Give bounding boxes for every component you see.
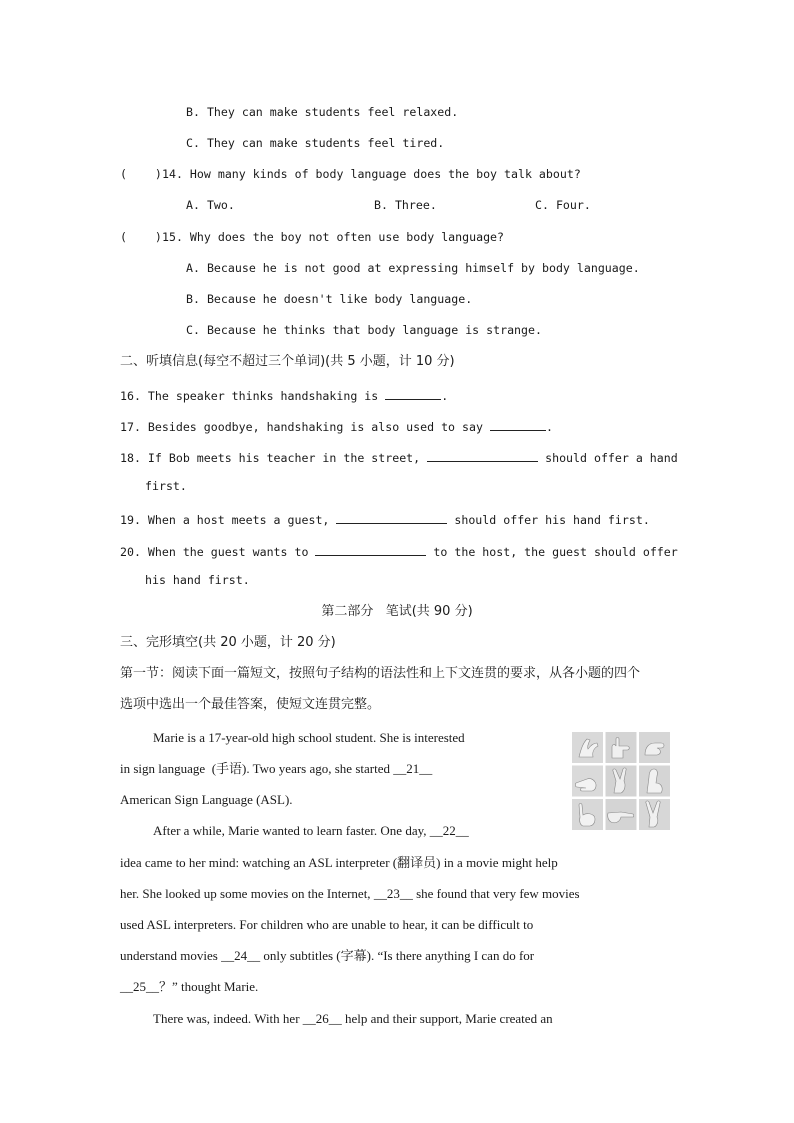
q14-answer-bracket[interactable]: ( )	[120, 167, 162, 181]
q18-blank[interactable]	[427, 450, 538, 462]
passage-line-6	[120, 887, 580, 900]
q18	[120, 450, 678, 465]
passage-line-8	[120, 949, 534, 962]
q20-blank[interactable]	[315, 544, 426, 556]
passage-line-7: used ASL interpreters. For children who are unable to hear, it can be difficult to	[120, 917, 534, 932]
blank-24[interactable]: __24__	[221, 948, 261, 963]
passage-line-1: Marie is a 17-year-old high school student. She is interested	[153, 730, 465, 745]
passage-line-10-text-a: There was, indeed. With her	[153, 1011, 303, 1026]
q20	[120, 544, 678, 559]
passage-line-6-text-a: her. She looked up some movies on the Internet,	[120, 886, 374, 901]
q16-text-after: .	[441, 389, 449, 403]
hand-sign-4	[572, 766, 603, 797]
q17-text-after: .	[545, 420, 553, 434]
q15-answer-bracket[interactable]: ( )	[120, 230, 162, 244]
section3-title: 三、完形填空(共 20 小题，计 20 分)	[120, 635, 336, 650]
passage-line-3: American Sign Language (ASL).	[120, 792, 293, 807]
q14-question: 14. How many kinds of body language does the boy talk about?	[162, 167, 581, 181]
passage-line-2	[120, 762, 432, 775]
passage-line-2-text: in sign language (手语). Two years ago, she started	[120, 761, 394, 776]
part2-title: 第二部分 笔试(共 90 分)	[321, 604, 473, 619]
q14-option-b: B. Three.	[374, 198, 437, 212]
hand-sign-3	[639, 732, 670, 763]
q16-text-before: 16. The speaker thinks handshaking is	[120, 389, 386, 403]
hand-sign-2	[606, 732, 637, 763]
hand-sign-7	[572, 799, 603, 830]
passage-line-10-text-b: help and their support, Marie created an	[341, 1011, 553, 1026]
instruction-line-1: 第一节：阅读下面一篇短文，按照句子结构的语法性和上下文连贯的要求，从各小题的四个	[120, 666, 641, 681]
q17	[120, 419, 553, 434]
q18-continuation: first.	[145, 479, 187, 493]
blank-22[interactable]: __22__	[429, 823, 469, 838]
q17-blank[interactable]	[490, 419, 546, 431]
q18-text-after: should offer a hand	[538, 451, 678, 465]
q17-text-before: 17. Besides goodbye, handshaking is also used to say	[120, 420, 490, 434]
passage-line-6-text-b: she found that very few movies	[412, 886, 580, 901]
q18-text-before: 18. If Bob meets his teacher in the street,	[120, 451, 428, 465]
q20-text-after: to the host, the guest should offer	[426, 545, 678, 559]
q13-option-c: C. They can make students feel tired.	[186, 136, 445, 150]
blank-26[interactable]: __26__	[302, 1011, 342, 1026]
q15-option-b: B. Because he doesn't like body language.	[186, 292, 473, 306]
passage-line-4-text: After a while, Marie wanted to learn faster. One day,	[153, 823, 430, 838]
hand-sign-9	[639, 799, 670, 830]
q13-option-b: B. They can make students feel relaxed.	[186, 105, 459, 119]
hand-sign-6	[639, 766, 670, 797]
q20-text-before: 20. When the guest wants to	[120, 545, 316, 559]
hand-sign-1	[572, 732, 603, 763]
instruction-line-2: 选项中选出一个最佳答案，使短文连贯完整。	[120, 697, 381, 712]
q19-blank[interactable]	[336, 512, 447, 524]
q19-text-after: should offer his hand first.	[447, 513, 650, 527]
q14-option-c: C. Four.	[535, 198, 591, 212]
q15-question: 15. Why does the boy not often use body language?	[162, 230, 505, 244]
q19	[120, 512, 650, 527]
passage-line-5: idea came to her mind: watching an ASL interpreter (翻译员) in a movie might help	[120, 855, 558, 870]
hand-sign-5	[606, 766, 637, 797]
hand-sign-8	[606, 799, 637, 830]
q20-continuation: his hand first.	[145, 573, 250, 587]
blank-25[interactable]: __25__	[120, 979, 159, 994]
q15-option-c: C. Because he thinks that body language is strange.	[186, 323, 542, 337]
passage-line-9	[120, 980, 258, 993]
passage-line-10	[153, 1012, 553, 1025]
passage-line-8-text-b: only subtitles (字幕). “Is there anything I can do for	[260, 948, 535, 963]
blank-21[interactable]: __21__	[393, 761, 433, 776]
q14-option-a: A. Two.	[186, 198, 235, 212]
blank-23[interactable]: __23__	[373, 886, 413, 901]
section2-title: 二、听填信息(每空不超过三个单词)(共 5 小题，计 10 分)	[120, 354, 455, 369]
q19-text-before: 19. When a host meets a guest,	[120, 513, 337, 527]
passage-line-8-text-a: understand movies	[120, 948, 222, 963]
passage-line-4	[153, 824, 469, 837]
sign-language-hands-image	[571, 731, 671, 831]
q15-option-a: A. Because he is not good at expressing himself by body language.	[186, 261, 640, 275]
passage-line-9-text: ？” thought Marie.	[159, 979, 259, 994]
q16-blank[interactable]	[385, 388, 441, 400]
q16	[120, 388, 448, 403]
